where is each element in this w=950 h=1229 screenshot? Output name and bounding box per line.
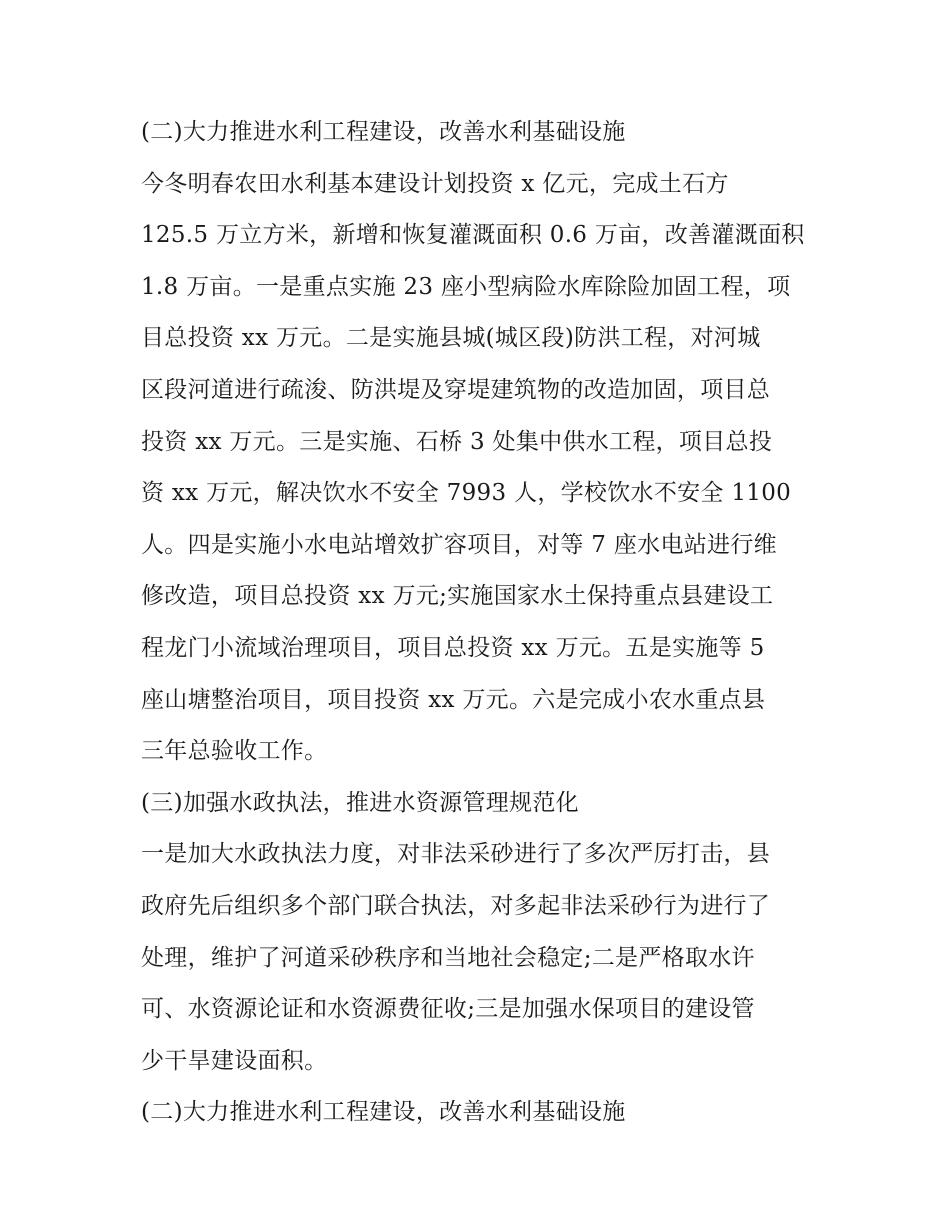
- paragraph-line: 125.5 万立方米，新增和恢复灌溉面积 0.6 万亩，改善灌溉面积: [141, 222, 805, 249]
- paragraph-line: 投资 xx 万元。三是实施、石桥 3 处集中供水工程，项目总投: [141, 428, 773, 455]
- paragraph-line: 少干旱建设面积。: [141, 1047, 328, 1074]
- paragraph-line: 人。四是实施小水电站增效扩容项目，对等 7 座水电站进行维: [141, 531, 777, 558]
- paragraph-line: 资 xx 万元，解决饮水不安全 7993 人，学校饮水不安全 1100: [141, 480, 792, 507]
- paragraph-line: 1.8 万亩。一是重点实施 23 座小型病险水库除险加固工程，项: [141, 273, 791, 300]
- section-heading-2: (二)大力推进水利工程建设，改善水利基础设施: [141, 119, 626, 145]
- paragraph-line: 程龙门小流域治理项目，项目总投资 xx 万元。五是实施等 5: [141, 634, 765, 661]
- paragraph-line: 一是加大水政执法力度，对非法采砂进行了多次严厉打击，县: [141, 841, 771, 868]
- paragraph-line: 三年总验收工作。: [141, 738, 328, 765]
- paragraph-line: 政府先后组织多个部门联合执法，对多起非法采砂行为进行了: [141, 892, 771, 919]
- section-heading-2-repeat: (二)大力推进水利工程建设，改善水利基础设施: [141, 1099, 626, 1126]
- paragraph-line: 今冬明春农田水利基本建设计划投资 x 亿元，完成土石方: [141, 170, 729, 197]
- document-body: [141, 107, 821, 1139]
- paragraph-line: 修改造，项目总投资 xx 万元;实施国家水土保持重点县建设工: [141, 583, 774, 610]
- paragraph-line: 区段河道进行疏浚、防洪堤及穿堤建筑物的改造加固，项目总: [141, 376, 771, 403]
- paragraph-line: 处理，维护了河道采砂秩序和当地社会稳定;二是严格取水许: [141, 944, 755, 971]
- paragraph-line: 可、水资源论证和水资源费征收;三是加强水保项目的建设管: [141, 996, 755, 1023]
- paragraph-line: 座山塘整治项目，项目投资 xx 万元。六是完成小农水重点县: [141, 686, 766, 713]
- section-heading-3: (三)加强水政执法，推进水资源管理规范化: [141, 789, 579, 816]
- paragraph-line: 目总投资 xx 万元。二是实施县城(城区段)防洪工程，对河城: [141, 325, 761, 352]
